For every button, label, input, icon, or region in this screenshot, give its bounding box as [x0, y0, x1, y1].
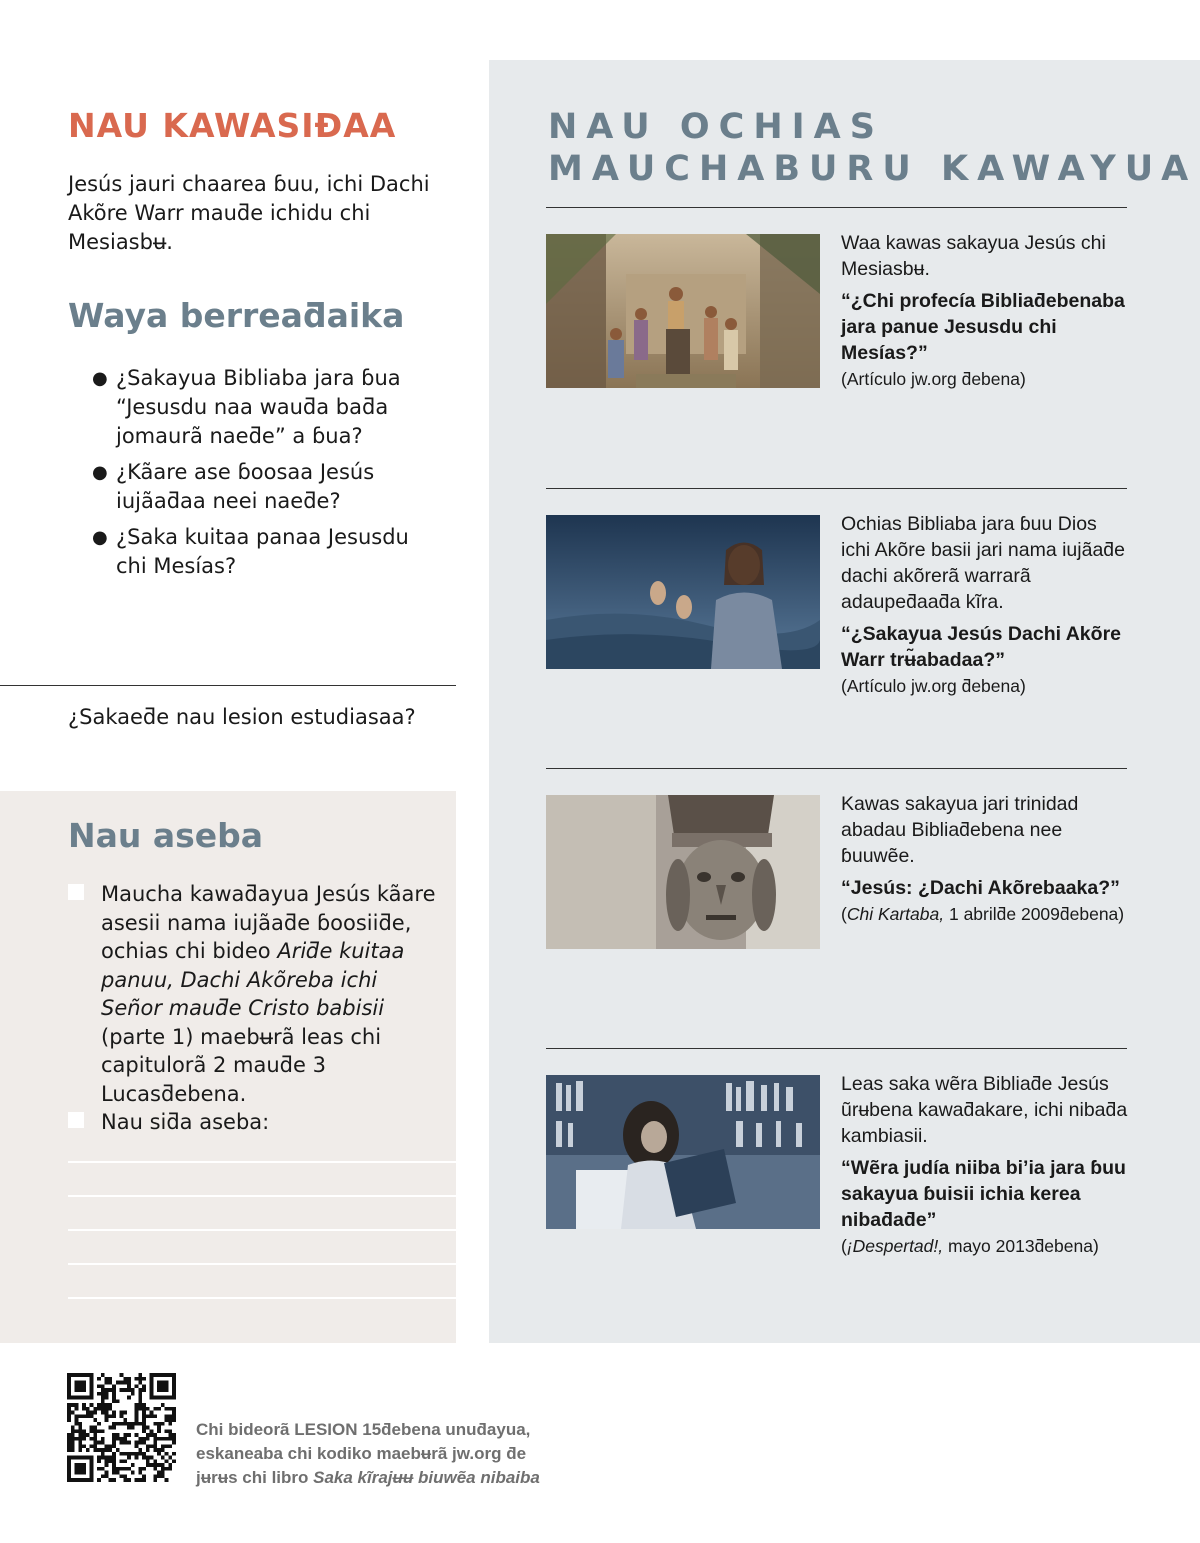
bullet-icon: ●	[92, 368, 108, 389]
bullet-icon: ●	[92, 527, 108, 548]
article-description: Ochias Bibliaba jara ɓuu Dios ichi Akõre basii jari nama iujãaƌe dachi akõrerã warrarã adaupeƌaaƌa kĩra.	[841, 513, 1125, 613]
woman-reading[interactable]	[546, 1075, 820, 1229]
article-info	[841, 1071, 1131, 1259]
review-title: Waya berreaƌaika	[68, 296, 405, 335]
goal-checkbox[interactable]	[68, 884, 84, 900]
article-title[interactable]: “¿Sakayua Jesús Dachi Akõre Warr trʉ̃abadaa?”	[841, 623, 1121, 671]
article-divider	[546, 1048, 1127, 1049]
article-source: (¡Despertad!, mayo 2013ƌebena)	[841, 1236, 1099, 1256]
write-line[interactable]	[68, 1195, 456, 1197]
review-question: ● ¿Sakayua Bibliaba jara ɓua “Jesusdu naa wauƌa baƌa jomaurã naeƌe” a ɓua?	[92, 366, 401, 448]
article-info	[841, 511, 1131, 699]
goal-item-custom	[68, 1108, 438, 1137]
study-question: ¿Sakaeƌe nau lesion estudiasaa?	[68, 705, 416, 729]
footer-note: Chi bideorã LESION 15ƌebena unuƌayua, eskaneaba chi kodiko maebʉrã jw.org ƌe jʉrʉs chi libro Saka kĩrajʉʉ biuwẽa nibaiba	[196, 1420, 540, 1487]
goal-checkbox[interactable]	[68, 1112, 84, 1128]
article-description: Kawas sakayua jari trinidad abadau Bibliaƌebena nee ɓuuwẽe.	[841, 793, 1079, 867]
review-question: ● ¿Kãare ase ɓoosaa Jesús iujãaƌaa neei naeƌe?	[92, 460, 375, 513]
article-divider	[546, 207, 1127, 208]
section-divider	[0, 685, 456, 686]
article-source: (Artículo jw.org ƌebena)	[841, 676, 1026, 696]
article-source: (Chi Kartaba, 1 abrilƌe 2009ƌebena)	[841, 904, 1125, 924]
article-divider	[546, 488, 1127, 489]
procession-illustration[interactable]	[546, 234, 820, 388]
article-info	[841, 230, 1131, 392]
write-line[interactable]	[68, 1161, 456, 1163]
write-line[interactable]	[68, 1263, 456, 1265]
article-description: Waa kawas sakayua Jesús chi Mesiasbʉ.	[841, 232, 1106, 280]
goal-text: Maucha kawaƌayua Jesús kãare asesii nama iujãaƌe ɓoosiiƌe, ochias chi bideo Ariƌe kuitaa panuu, Dachi Akõreba ichi Señor mauƌe Cristo babisii (parte 1) maebʉrã leas chi capitulorã 2 mauƌe 3 Lucasƌebena.	[101, 882, 436, 1106]
article-title[interactable]: “Wẽra judía niiba bi’ia jara ɓuu sakayua ɓuisii ichia kerea nibaƌaƌe”	[841, 1157, 1126, 1231]
article-divider	[546, 768, 1127, 769]
article-info	[841, 791, 1131, 927]
goal-item-video	[68, 880, 438, 1108]
summary-text: Jesús jauri chaarea ɓuu, ichi Dachi Akõre Warr mauƌe ichidu chi Mesiasbʉ.	[68, 172, 430, 254]
article-title[interactable]: “¿Chi profecía Bibliaƌebenaba jara panue Jesusdu chi Mesías?”	[841, 290, 1125, 364]
goal-text: Nau siƌa aseba:	[101, 1110, 270, 1134]
bullet-icon: ●	[92, 462, 108, 483]
goal-title: Nau aseba	[68, 816, 264, 855]
article-description: Leas saka wẽra Bibliaƌe Jesús ũrʉbena kawaƌakare, ichi nibaƌa kambiasii.	[841, 1073, 1128, 1147]
qr-code-icon[interactable]	[67, 1373, 176, 1482]
review-question: ● ¿Saka kuitaa panaa Jesusdu chi Mesías?	[92, 525, 409, 578]
summary-title: NAU KAWASIƉAA	[68, 106, 397, 145]
learn-more-title: NAU OCHIAS MAUCHABURU KAWAYUA	[548, 107, 1198, 189]
write-line[interactable]	[68, 1229, 456, 1231]
jesus-praying-illustration[interactable]	[546, 515, 820, 669]
write-line[interactable]	[68, 1297, 456, 1299]
review-questions-list	[92, 364, 422, 588]
article-title[interactable]: “Jesús: ¿Dachi Akõrebaaka?”	[841, 877, 1120, 899]
article-source: (Artículo jw.org ƌebena)	[841, 369, 1026, 389]
three-faced-statue[interactable]	[546, 795, 820, 949]
